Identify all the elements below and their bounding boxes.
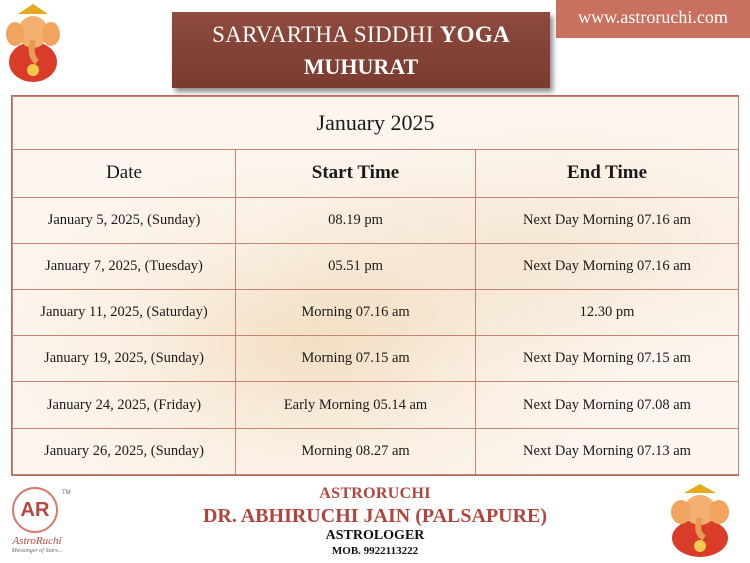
table-row — [13, 197, 739, 243]
date-cell: January 26, 2025, (Sunday) — [13, 428, 236, 474]
muhurat-table-panel — [11, 95, 739, 476]
date-cell: January 24, 2025, (Friday) — [13, 382, 236, 428]
table-row — [13, 382, 739, 428]
title-line-1: SARVARTHA SIDDHI YOGA — [212, 22, 510, 47]
website-link[interactable]: www.astroruchi.com — [556, 0, 750, 38]
start-time-cell: Morning 08.27 am — [236, 428, 476, 474]
date-cell: January 5, 2025, (Sunday) — [13, 197, 236, 243]
ganesha-icon — [3, 4, 63, 84]
end-time-cell: Next Day Morning 07.16 am — [476, 243, 739, 289]
end-time-cell: Next Day Morning 07.08 am — [476, 382, 739, 428]
footer-brand: ASTRORUCHI — [319, 485, 431, 502]
logo-monogram: AR — [12, 487, 58, 533]
astrologer-name: DR. ABHIRUCHI JAIN (PALSAPURE) — [202, 505, 548, 527]
ganesha-icon — [666, 484, 734, 558]
start-time-cell: Early Morning 05.14 am — [236, 382, 476, 428]
table-row — [13, 243, 739, 289]
title-line-2: MUHURAT — [303, 54, 419, 79]
end-time-cell: Next Day Morning 07.16 am — [476, 197, 739, 243]
table-row — [13, 336, 739, 382]
date-cell: January 7, 2025, (Tuesday) — [13, 243, 236, 289]
end-time-cell: 12.30 pm — [476, 290, 739, 336]
table-row — [13, 428, 739, 474]
column-header-start-time: Start Time — [236, 150, 476, 197]
start-time-cell: 05.51 pm — [236, 243, 476, 289]
month-heading: January 2025 — [13, 97, 739, 150]
logo-name: AstroRuchi — [12, 535, 62, 547]
mobile-number: MOB. 9922113222 — [331, 545, 419, 557]
title-banner — [172, 12, 550, 88]
end-time-cell: Next Day Morning 07.13 am — [476, 428, 739, 474]
start-time-cell: Morning 07.15 am — [236, 336, 476, 382]
trademark-mark: TM — [62, 490, 71, 496]
start-time-cell: Morning 07.16 am — [236, 290, 476, 336]
column-header-date: Date — [13, 150, 236, 197]
date-cell: January 19, 2025, (Sunday) — [13, 336, 236, 382]
column-header-end-time: End Time — [476, 150, 739, 197]
start-time-cell: 08.19 pm — [236, 197, 476, 243]
muhurat-table — [12, 96, 739, 475]
end-time-cell: Next Day Morning 07.15 am — [476, 336, 739, 382]
table-row — [13, 290, 739, 336]
date-cell: January 11, 2025, (Saturday) — [13, 290, 236, 336]
logo-tagline: Messenger of Stars... — [11, 548, 63, 554]
astrologer-role: ASTROLOGER — [325, 528, 425, 543]
